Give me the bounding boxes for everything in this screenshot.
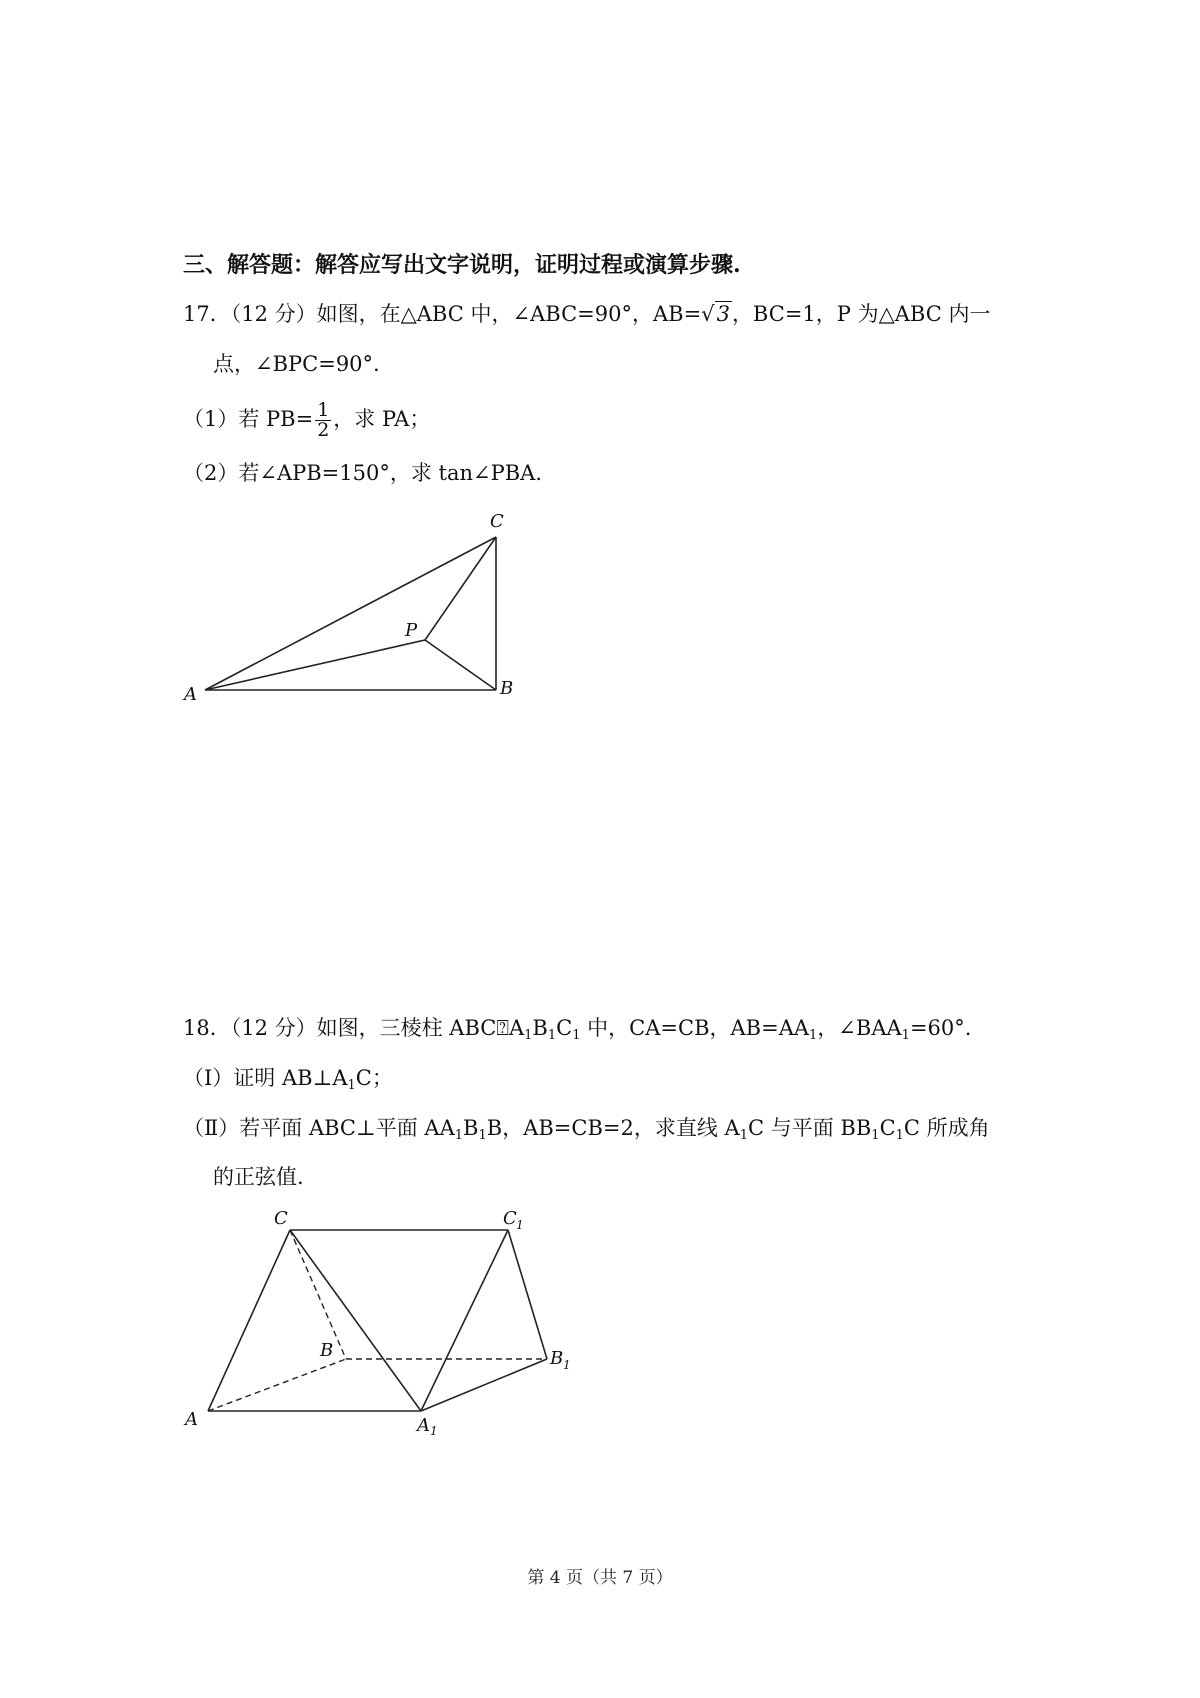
q18-intro-b: A: [508, 1016, 525, 1040]
subscript-1: 1: [572, 1028, 581, 1043]
sqrt-radicand: 3: [716, 302, 730, 326]
q18-part2-d: C 与平面 BB: [747, 1116, 872, 1140]
q18-intro-a: 18．（12 分）如图，三棱柱 ABC: [183, 1016, 497, 1040]
q17-intro-line2: 点，∠BPC=90°.: [213, 352, 380, 376]
q18-part2-a: （Ⅱ）若平面 ABC⊥平面 AA: [183, 1116, 455, 1140]
subscript-1: 1: [347, 1078, 356, 1093]
label-B: B: [500, 678, 514, 699]
label-C1-sub: 1: [516, 1218, 524, 1232]
missing-glyph: ⍰: [496, 1016, 509, 1040]
q18-intro-e: 中，CA=CB，AB=AA: [580, 1016, 810, 1040]
q18-part2-e: C: [879, 1116, 896, 1140]
edge-AC: [208, 1230, 290, 1411]
q18-intro-g: =60°.: [909, 1016, 972, 1040]
q18-part1-b: C；: [355, 1066, 393, 1090]
label-B: B: [320, 1340, 334, 1361]
subscript-1: 1: [895, 1128, 904, 1143]
q18-intro-f: ，∠BAA: [817, 1016, 902, 1040]
label-B1-sub: 1: [563, 1358, 571, 1372]
label-A: A: [185, 1409, 198, 1430]
edge-A1B1: [421, 1359, 547, 1411]
subscript-1: 1: [524, 1028, 533, 1043]
q17-intro-pre: 17．（12 分）如图，在△ABC 中，∠ABC=90°，AB=: [183, 302, 702, 326]
label-P: P: [405, 620, 418, 641]
q17-part2: （2）若∠APB=150°，求 tan∠PBA.: [183, 461, 543, 485]
subscript-1: 1: [478, 1128, 487, 1143]
subscript-1: 1: [809, 1028, 818, 1043]
q17-part1-pre: （1）若 PB=: [183, 407, 314, 431]
fraction-denominator: 2: [317, 419, 330, 441]
q17-intro-post: ，BC=1，P 为△ABC 内一: [731, 302, 991, 326]
subscript-1: 1: [454, 1128, 464, 1143]
q18-part2-line2: 的正弦值.: [213, 1165, 304, 1189]
label-A1: A: [417, 1415, 430, 1436]
label-A: A: [184, 684, 197, 705]
edge-CA1: [290, 1230, 421, 1411]
q18-part2-f: C 所成角: [903, 1116, 990, 1140]
subscript-1: 1: [901, 1028, 910, 1043]
q18-intro-c: B: [532, 1016, 548, 1040]
label-C1: C: [503, 1208, 517, 1229]
q18-part1-a: （Ⅰ）证明 AB⊥A: [183, 1066, 348, 1090]
q17-part1-post: ，求 PA；: [333, 407, 431, 431]
label-A1-sub: 1: [430, 1424, 438, 1438]
subscript-1: 1: [739, 1128, 748, 1143]
section-heading: 三、解答题：解答应写出文字说明，证明过程或演算步骤.: [183, 252, 741, 278]
edge-A1C1: [421, 1230, 508, 1411]
label-C: C: [490, 511, 504, 532]
subscript-1: 1: [871, 1128, 880, 1143]
edge-C1B1: [508, 1230, 547, 1359]
label-C: C: [274, 1208, 288, 1229]
label-B1: B: [550, 1348, 564, 1369]
q18-part2-b: B: [463, 1116, 479, 1140]
q18-intro-d: C: [556, 1016, 573, 1040]
page-footer: 第 4 页（共 7 页）: [527, 1568, 673, 1588]
sqrt-symbol: √3: [701, 302, 730, 326]
q18-part2-c: B，AB=CB=2，求直线 A: [486, 1116, 740, 1140]
fraction-numerator: 1: [317, 399, 330, 421]
subscript-1: 1: [547, 1028, 557, 1043]
